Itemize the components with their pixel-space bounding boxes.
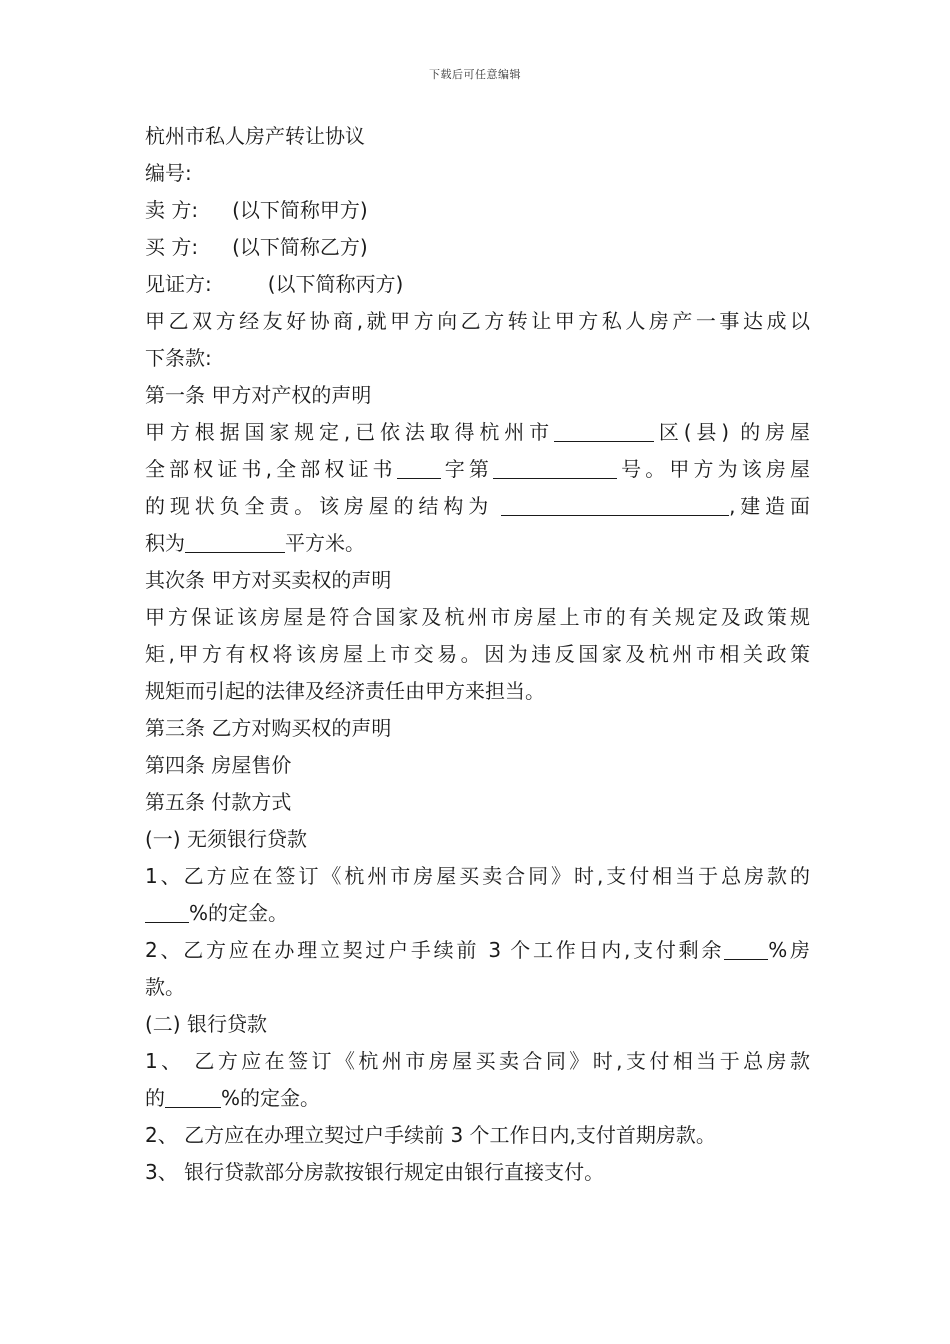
intro-line-2: 下条款: [145,346,212,370]
remaining-percent-blank[interactable] [724,939,768,960]
witness-line [145,266,810,303]
article-2-line-3: 规矩而引起的法律及经济责任由甲方来担当。 [145,679,545,703]
article-5-title: 第五条 付款方式 [145,790,292,814]
article-1-text: ,建造面 [729,494,810,518]
section-1-text: %的定金。 [189,901,289,925]
article-1-line-4 [145,525,810,562]
section-2-title: (二) 银行贷款 [145,1012,267,1036]
section-1-text: 2、乙方应在办理立契过户手续前 3 个工作日内,支付剩余 [145,938,725,962]
article-3-title: 第三条 乙方对购买权的声明 [145,716,392,740]
article-1-line-1 [145,414,810,451]
buyer-label: 买 方: [145,235,199,259]
section-2-item-2: 2、 乙方应在办理立契过户手续前 3 个工作日内,支付首期房款。 [145,1123,716,1147]
section-1-item-1-line-1: 1、乙方应在签订《杭州市房屋买卖合同》时,支付相当于总房款的 [145,864,810,888]
section-1-title: (一) 无须银行贷款 [145,827,307,851]
loan-deposit-percent-blank[interactable] [165,1087,221,1108]
buyer-line [145,229,810,266]
article-1-line-2 [145,451,810,488]
seller-line [145,192,810,229]
article-1-text: 积为 [145,531,185,555]
article-2-title: 其次条 甲方对买卖权的声明 [145,568,392,592]
article-2-line-1: 甲方保证该房屋是符合国家及杭州市房屋上市的有关规定及政策规 [145,605,810,629]
intro-line-1: 甲乙双方经友好协商,就甲方向乙方转让甲方私人房产一事达成以 [145,309,810,333]
article-2-line-2: 矩,甲方有权将该房屋上市交易。因为违反国家及杭州市相关政策 [145,642,810,666]
district-blank[interactable] [554,421,654,442]
article-1-text: 甲方根据国家规定,已依法取得杭州市 [145,420,554,444]
section-2-text: 的 [145,1086,165,1110]
structure-blank[interactable] [501,495,729,516]
section-1-item-2-line-1 [145,932,810,969]
document-title: 杭州市私人房产转让协议 [145,124,365,148]
section-2-text: %的定金。 [221,1086,321,1110]
section-1-item-1-line-2 [145,895,810,932]
certificate-prefix-blank[interactable] [397,458,441,479]
buyer-alias: (以下简称乙方) [232,235,368,259]
article-4-title: 第四条 房屋售价 [145,753,292,777]
article-1-line-3 [145,488,810,525]
page-header-note: 下载后可任意编辑 [429,68,521,81]
article-1-text: 全部权证书,全部权证书 [145,457,397,481]
article-1-text: 平方米。 [285,531,365,555]
area-blank[interactable] [185,532,285,553]
section-1-text: %房 [768,938,810,962]
document-body [145,118,810,1191]
witness-label: 见证方: [145,272,212,296]
section-2-item-1-line-2 [145,1080,810,1117]
number-line: 编号: [145,161,192,185]
witness-alias: (以下简称丙方) [267,272,404,296]
certificate-number-blank[interactable] [493,458,617,479]
article-1-text: 字第 [440,457,494,481]
section-2-item-1-line-1: 1、 乙方应在签订《杭州市房屋买卖合同》时,支付相当于总房款 [145,1049,810,1073]
article-1-title: 第一条 甲方对产权的声明 [145,383,372,407]
article-1-text: 区(县) 的房屋 [654,420,810,444]
deposit-percent-blank[interactable] [145,902,189,923]
article-1-text: 号。甲方为该房屋 [617,457,810,481]
seller-alias: (以下简称甲方) [232,198,368,222]
section-1-item-2-line-2: 款。 [145,975,185,999]
article-1-text: 的现状负全责。该房屋的结构为 [145,494,494,518]
section-2-item-3: 3、 银行贷款部分房款按银行规定由银行直接支付。 [145,1160,605,1184]
seller-label: 卖 方: [145,198,199,222]
